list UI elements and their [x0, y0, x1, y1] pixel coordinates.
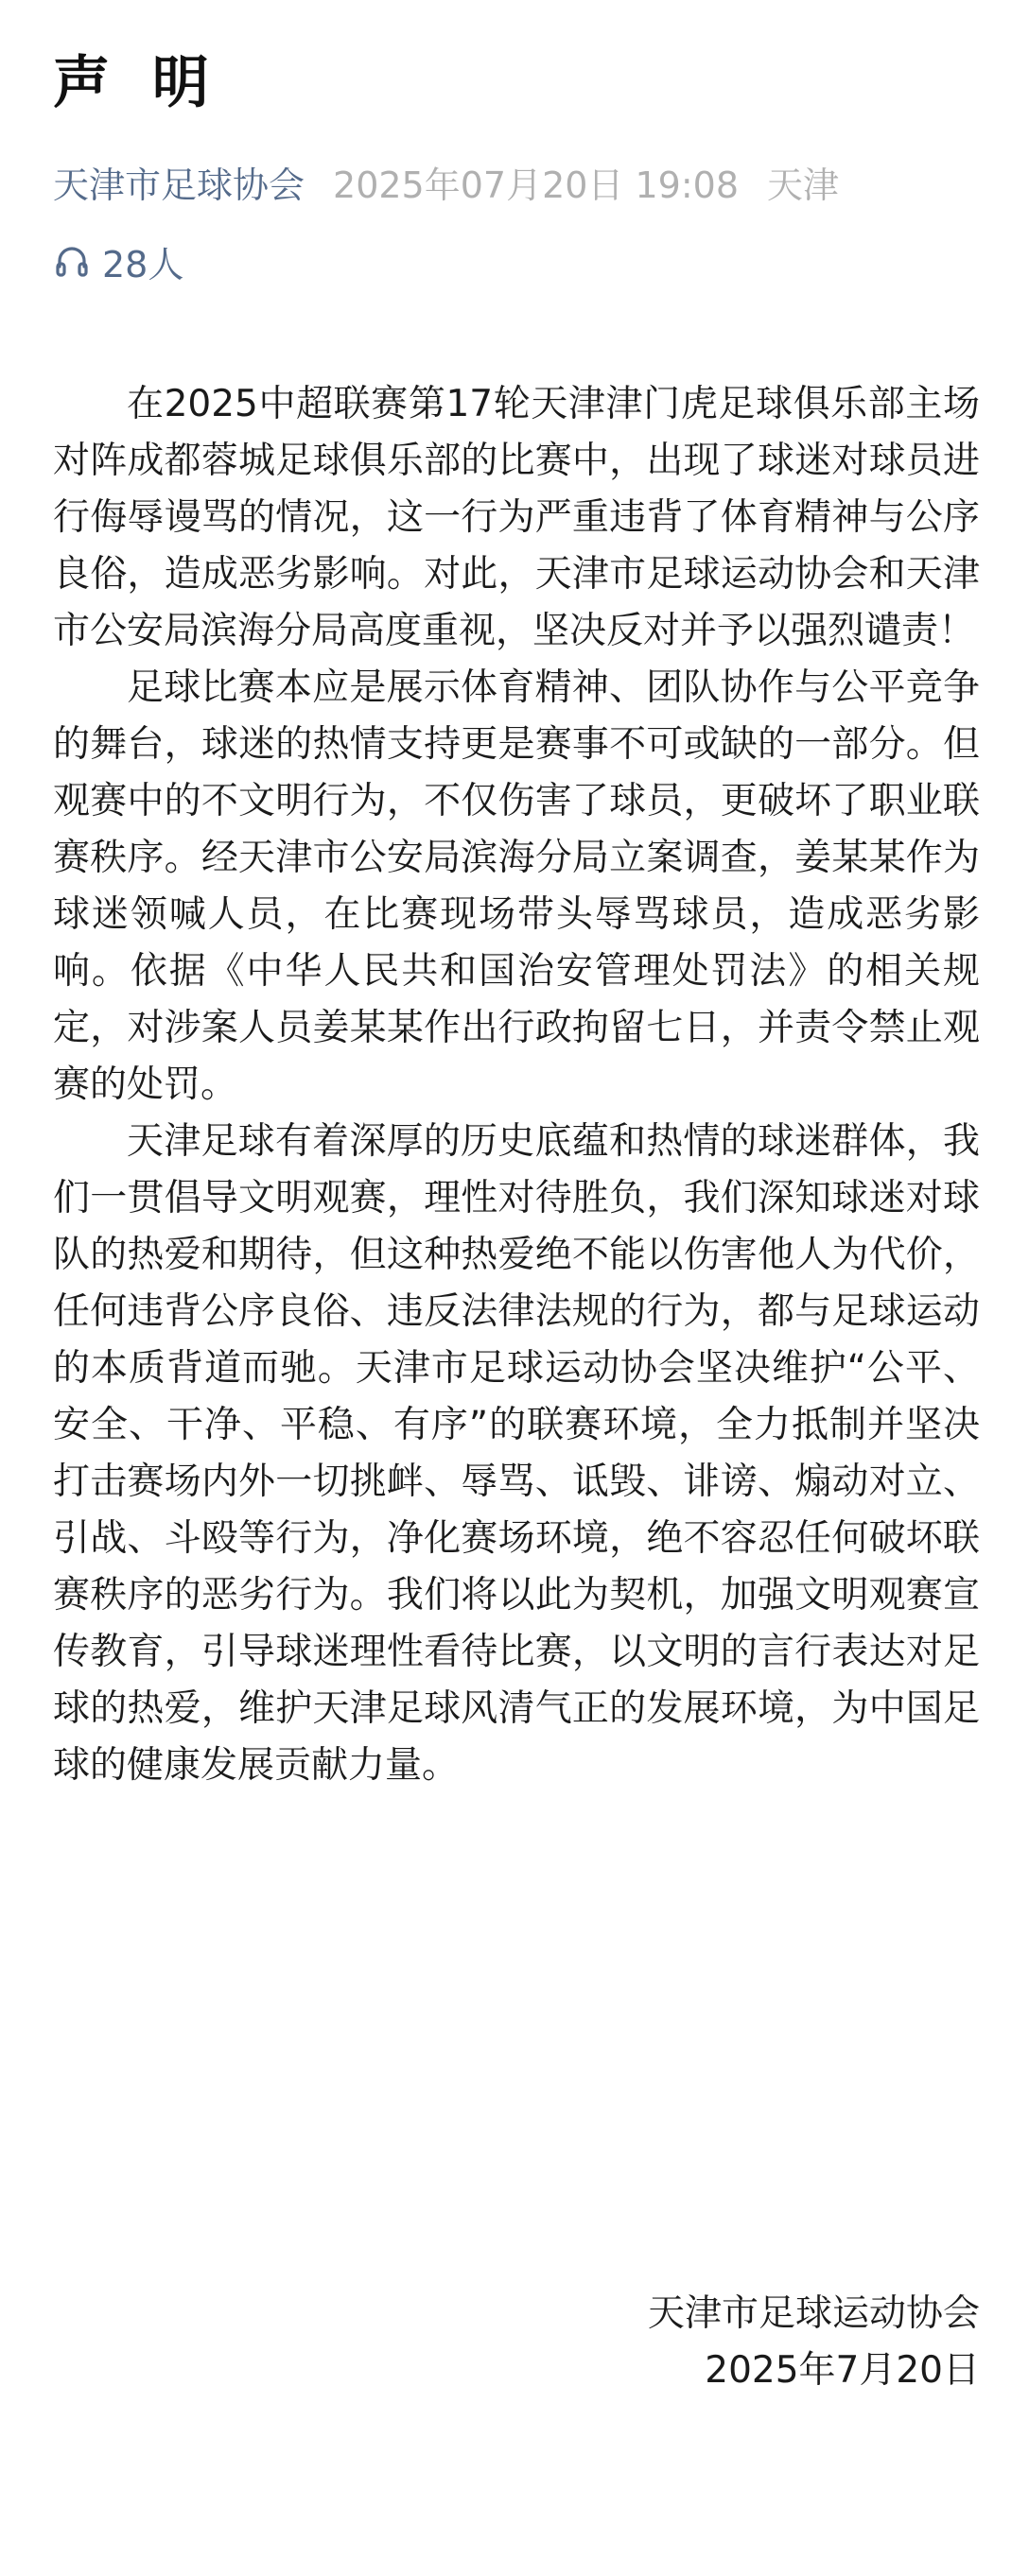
article-paragraph: 足球比赛本应是展示体育精神、团队协作与公平竞争的舞台，球迷的热情支持更是赛事不可或缺的一部分。但观赛中的不文明行为，不仅伤害了球员，更破坏了职业联赛秩序。经天津市公安局滨海分局立案调查，姜某某作为球迷领喊人员，在比赛现场带头辱骂球员，造成恶劣影响。依据《中华人民共和国治安管理处罚法》的相关规定，对涉案人员姜某某作出行政拘留七日，并责令禁止观赛的处罚。 — [53, 666, 980, 1106]
signature-date: 2025年7月20日 — [705, 2349, 980, 2392]
listen-count: 28人 — [102, 243, 184, 285]
article-meta — [53, 153, 839, 210]
article-paragraph: 天津足球有着深厚的历史底蕴和热情的球迷群体，我们一贯倡导文明观赛，理性对待胜负，我们深知球迷对球队的热爱和期待，但这种热爱绝不能以伤害他人为代价，任何违背公序良俗、违反法律法规的行为，都与足球运动的本质背道而驰。天津市足球运动协会坚决维护“公平、安全、干净、平稳、有序”的联赛环境，全力抵制并坚决打击赛场内外一切挑衅、辱骂、诋毁、诽谤、煽动对立、引战、斗殴等行为，净化赛场环境，绝不容忍任何破坏联赛秩序的恶劣行为。我们将以此为契机，加强文明观赛宣传教育，引导球迷理性看待比赛，以文明的言行表达对足球的热爱，维护天津足球风清气正的发展环境，为中国足球的健康发展贡献力量。 — [53, 1120, 980, 1787]
publish-location: 天津 — [767, 164, 840, 206]
signature-block — [648, 2286, 980, 2399]
article-paragraph: 在2025中超联赛第17轮天津津门虎足球俱乐部主场对阵成都蓉城足球俱乐部的比赛中，出现了球迷对球员进行侮辱谩骂的情况，这一行为严重违背了体育精神与公序良俗，造成恶劣影响。对此，天津市足球运动协会和天津市公安局滨海分局高度重视，坚决反对并予以强烈谴责！ — [53, 383, 980, 652]
article-body — [53, 376, 980, 1794]
signature-org: 天津市足球运动协会 — [647, 2292, 980, 2335]
headphone-icon — [53, 242, 91, 280]
listen-button[interactable] — [53, 234, 183, 287]
article-title: 声 明 — [53, 50, 220, 116]
account-name-link[interactable]: 天津市足球协会 — [53, 164, 305, 206]
publish-datetime: 2025年07月20日 19:08 — [333, 164, 740, 206]
